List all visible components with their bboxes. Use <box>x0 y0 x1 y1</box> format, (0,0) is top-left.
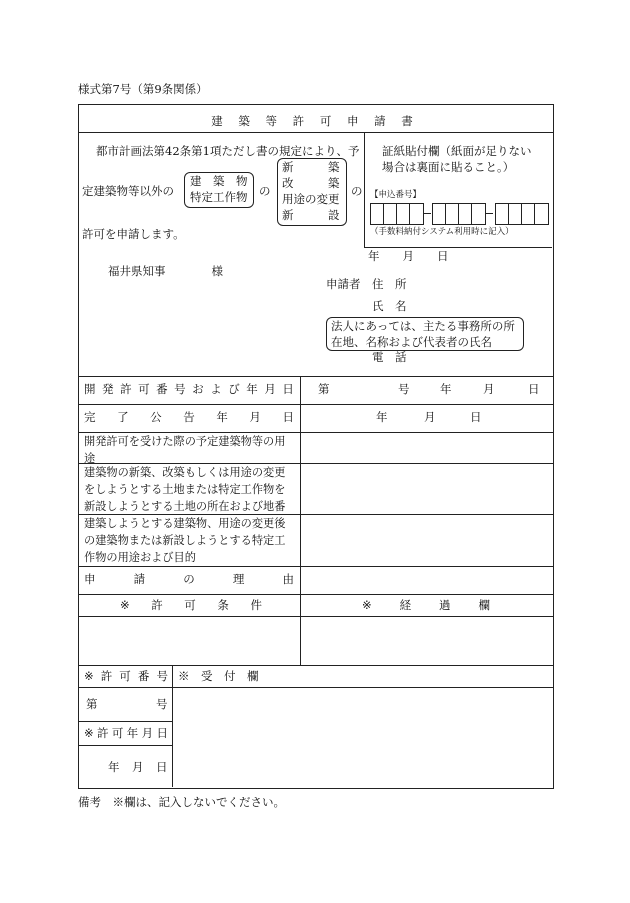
option-use-change: 用途の変更 <box>282 192 340 206</box>
option-specified-structure: 特定工作物 <box>190 190 248 204</box>
purpose-label: 建築しようとする建築物、用途の変更後 の建築物または新設しようとする特定工 作物の用途および目的 <box>84 517 286 564</box>
corporate-note-line-1: 法人にあっては、主たる事務所の所 <box>331 319 515 333</box>
permit-number-date-label: 開 発 許 可 番 号 お よ び 年 月 日 <box>84 382 294 396</box>
applicant-address-label: 申請者 住 所 <box>326 277 407 291</box>
applicant-name-label: 氏 名 <box>372 299 407 313</box>
form-number: 様式第7号（第9条関係） <box>78 82 208 96</box>
option-building: 建 築 物 <box>190 174 248 188</box>
particle-no-2: の <box>351 184 363 198</box>
intro-line-3: 許可を申請します。 <box>82 227 185 241</box>
land-location-field[interactable] <box>301 464 552 514</box>
remarks: 備考 ※欄は、記入しないでください。 <box>78 795 285 809</box>
option-new-install: 新 設 <box>282 208 340 222</box>
reception-label: ※ 受 付 欄 <box>178 669 259 683</box>
application-date[interactable]: 年 月 日 <box>368 249 449 263</box>
purpose-field[interactable] <box>301 515 552 566</box>
planned-use-field[interactable] <box>301 433 552 463</box>
reception-field <box>173 688 552 787</box>
completion-notice-date-label: 完 了 公 告 年 月 日 <box>84 410 294 424</box>
stamp-note: （手数料納付システム利用時に記入） <box>370 227 514 237</box>
application-reason-label: 申 請 の 理 由 <box>84 572 294 586</box>
planned-use-label: 開発許可を受けた際の予定建築物等の用 途 <box>84 435 286 465</box>
land-location-label: 建築物の新築、改築もしくは用途の変更 をしようとする土地または特定工作物を 新設しようとする土地の所在および地番 <box>84 466 286 513</box>
permit-date-label: ※ 許 可 年 月 日 <box>84 726 168 740</box>
stamp-label-line-1: 証紙貼付欄（紙面が足りない <box>382 144 532 158</box>
progress-label: ※ 経 過 欄 <box>362 598 490 612</box>
intro-line-1: 都市計画法第42条第1項ただし書の規定により、予 <box>96 144 360 158</box>
corporate-note-line-2: 在地、名称および代表者の氏名 <box>331 335 492 349</box>
option-new-build: 新 築 <box>282 160 340 174</box>
permit-conditions-field <box>79 617 300 665</box>
permit-number-dai: 第 <box>86 697 98 711</box>
option-rebuild: 改 築 <box>282 176 340 190</box>
application-reason-field[interactable] <box>301 567 552 594</box>
addressee: 福井県知事 様 <box>108 264 223 278</box>
permit-conditions-label: ※ 許 可 条 件 <box>120 598 262 612</box>
progress-field <box>301 617 552 665</box>
permit-number-go: 号 <box>156 697 168 711</box>
application-number-label: 【申込番号】 <box>370 190 422 200</box>
intro-line-2-prefix: 定建築物等以外の <box>82 184 174 198</box>
form-title: 建 築 等 許 可 申 請 書 <box>211 114 419 128</box>
permit-number-label: ※ 許 可 番 号 <box>84 669 168 683</box>
stamp-label-line-2: 場合は裏面に貼ること。） <box>382 160 515 174</box>
particle-no-1: の <box>259 184 271 198</box>
applicant-phone-label: 電 話 <box>372 350 407 364</box>
